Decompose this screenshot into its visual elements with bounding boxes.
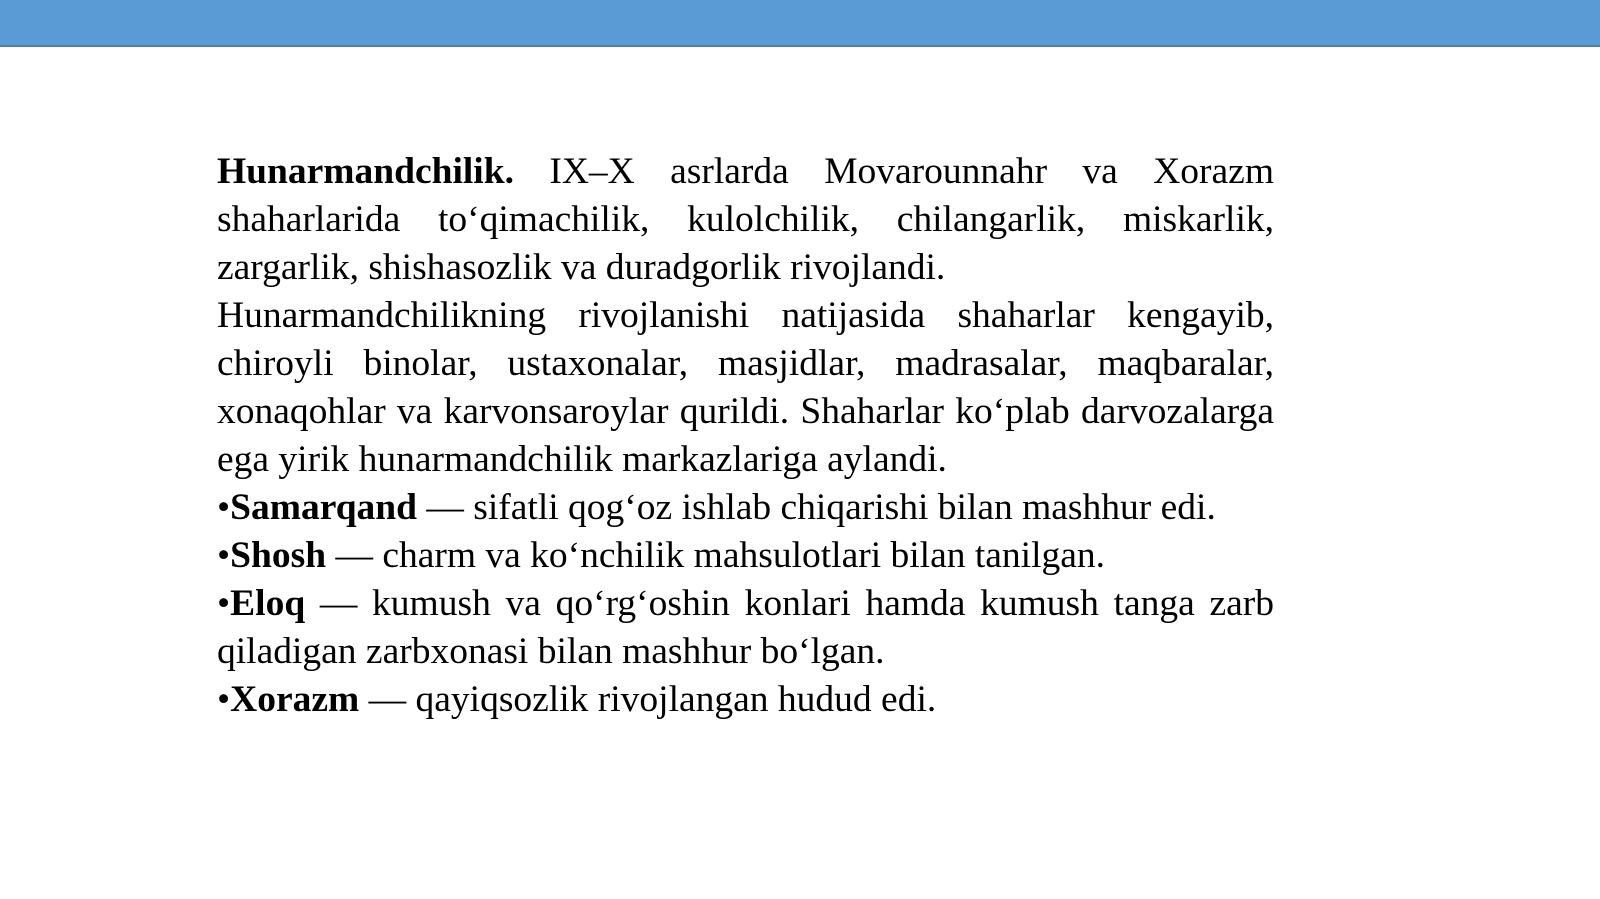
intro-heading: Hunarmandchilik. xyxy=(217,151,514,192)
item-city-name: Shosh xyxy=(230,535,327,576)
item-city-name: Xorazm xyxy=(230,679,360,720)
item-description: — charm va ko‘nchilik mahsulotlari bilan tanilgan. xyxy=(326,535,1106,576)
bullet: • xyxy=(217,487,231,528)
item-city-name: Eloq xyxy=(230,583,306,624)
list-item xyxy=(217,676,1274,724)
item-description: — kumush va qo‘rg‘oshin konlari hamda kumush tanga zarb qiladigan zarbxonasi bilan mashhur bo‘lgan. xyxy=(217,583,1274,672)
bullet: • xyxy=(217,583,231,624)
bullet: • xyxy=(217,679,231,720)
item-city-name: Samarqand xyxy=(230,487,418,528)
item-description: — sifatli qog‘oz ishlab chiqarishi bilan mashhur edi. xyxy=(417,487,1216,528)
intro-paragraph xyxy=(217,148,1274,292)
slide-body xyxy=(217,148,1274,724)
main-paragraph: Hunarmandchilikning rivojlanishi natijasida shaharlar kengayib, chiroyli binolar, ustaxonalar, masjidlar, madrasalar, maqbaralar, xonaqohlar va karvonsaroylar qurildi. Shaharlar ko‘plab darvozalarga ega yirik hunarmandchilik markazlariga aylandi. xyxy=(217,295,1274,480)
item-description: — qayiqsozlik rivojlangan hudud edi. xyxy=(359,679,937,720)
top-accent-bar xyxy=(0,0,1600,47)
list-item xyxy=(217,580,1274,676)
bullet: • xyxy=(217,535,231,576)
list-item xyxy=(217,484,1274,532)
intro-text: IX–X asrlarda Movarounnahr va Xorazm shaharlarida to‘qimachilik, kulolchilik, chilangarlik, miskarlik, zargarlik, shishasozlik va duradgorlik rivojlandi. xyxy=(217,151,1274,288)
list-item xyxy=(217,532,1274,580)
